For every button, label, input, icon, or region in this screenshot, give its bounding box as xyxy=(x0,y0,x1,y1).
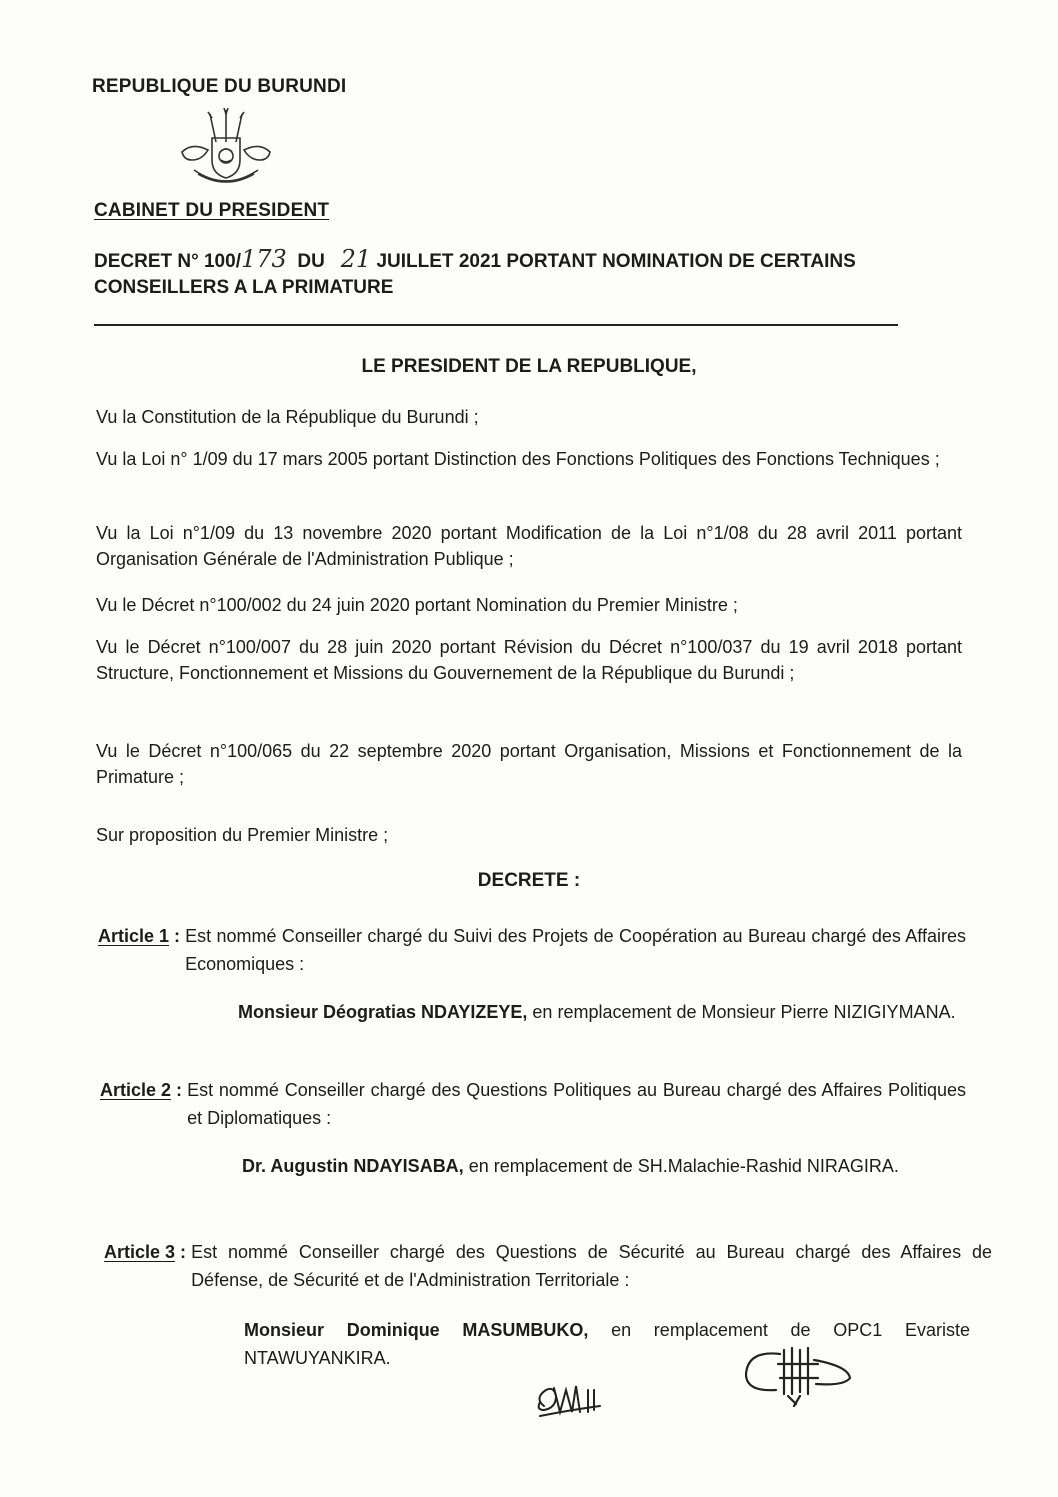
decree-number-handwritten: 173 xyxy=(240,245,287,273)
article-2 xyxy=(100,1076,966,1180)
vu-2: Vu la Loi n° 1/09 du 17 mars 2005 portant Distinction des Fonctions Politiques des Fonctions Techniques ; xyxy=(96,449,940,469)
vu-3: Vu la Loi n°1/09 du 13 novembre 2020 portant Modification de la Loi n°1/08 du 28 avril 2011 portant Organisation Générale de l'Administration Publique ; xyxy=(96,523,962,569)
vu-5: Vu le Décret n°100/007 du 28 juin 2020 portant Révision du Décret n°100/037 du 19 avril 2018 portant Structure, Fonctionnement et Missions du Gouvernement de la République du Burundi ; xyxy=(96,637,962,683)
article-1-colon: : xyxy=(169,926,181,946)
decrete-heading: DECRETE : xyxy=(477,870,581,891)
article-3-label: Article 3 xyxy=(104,1242,176,1262)
article-1-replacement: en remplacement de Monsieur Pierre NIZIGIYMANA. xyxy=(532,1002,956,1022)
article-1 xyxy=(98,922,966,1026)
article-3-appointment xyxy=(244,1316,970,1372)
republic-header: REPUBLIQUE DU BURUNDI xyxy=(92,76,347,97)
article-1-text: Est nommé Conseiller chargé du Suivi des Projets de Coopération au Bureau chargé des Affaires Economiques : xyxy=(185,926,966,974)
signature-mark xyxy=(740,1340,860,1410)
decree-day-handwritten: 21 xyxy=(340,245,372,273)
vu-6: Vu le Décret n°100/065 du 22 septembre 2020 portant Organisation, Missions et Fonctionnement de la Primature ; xyxy=(96,741,962,787)
decree-title-line1: JUILLET 2021 PORTANT NOMINATION DE CERTAINS xyxy=(376,251,856,272)
article-3-person: Monsieur Dominique MASUMBUKO, xyxy=(244,1320,589,1340)
decree-du: DU xyxy=(297,251,325,272)
article-2-text: Est nommé Conseiller chargé des Questions Politiques au Bureau chargé des Affaires Politiques et Diplomatiques : xyxy=(187,1080,966,1128)
article-1-appointment xyxy=(238,998,966,1026)
decree-title-line2: CONSEILLERS A LA PRIMATURE xyxy=(94,277,394,298)
article-2-appointment xyxy=(242,1152,966,1180)
vu-4: Vu le Décret n°100/002 du 24 juin 2020 portant Nomination du Premier Ministre ; xyxy=(96,595,738,615)
cabinet-header: CABINET DU PRESIDENT xyxy=(94,200,330,221)
proposition-line: Sur proposition du Premier Ministre ; xyxy=(96,825,389,845)
article-3-colon: : xyxy=(175,1242,187,1262)
article-1-person: Monsieur Déogratias NDAYIZEYE, xyxy=(238,1002,528,1022)
president-heading: LE PRESIDENT DE LA REPUBLIQUE, xyxy=(361,356,697,377)
vu-1: Vu la Constitution de la République du Burundi ; xyxy=(96,407,479,427)
article-2-person: Dr. Augustin NDAYISABA, xyxy=(242,1156,464,1176)
title-divider xyxy=(94,324,898,326)
article-2-replacement: en remplacement de SH.Malachie-Rashid NIRAGIRA. xyxy=(468,1156,899,1176)
decree-number-prefix: DECRET N° 100/ xyxy=(94,251,241,272)
article-2-label: Article 2 xyxy=(100,1080,172,1100)
initials-mark xyxy=(530,1376,610,1426)
coat-of-arms-emblem xyxy=(176,108,276,198)
decree-title xyxy=(94,246,974,301)
article-3-text: Est nommé Conseiller chargé des Questions de Sécurité au Bureau chargé des Affaires de Défense, de Sécurité et de l'Administration Territoriale : xyxy=(191,1242,992,1290)
article-3-replacement: en remplacement de OPC1 Evariste NTAWUYANKIRA. xyxy=(244,1320,970,1368)
article-1-label: Article 1 xyxy=(98,926,170,946)
article-2-colon: : xyxy=(171,1080,183,1100)
